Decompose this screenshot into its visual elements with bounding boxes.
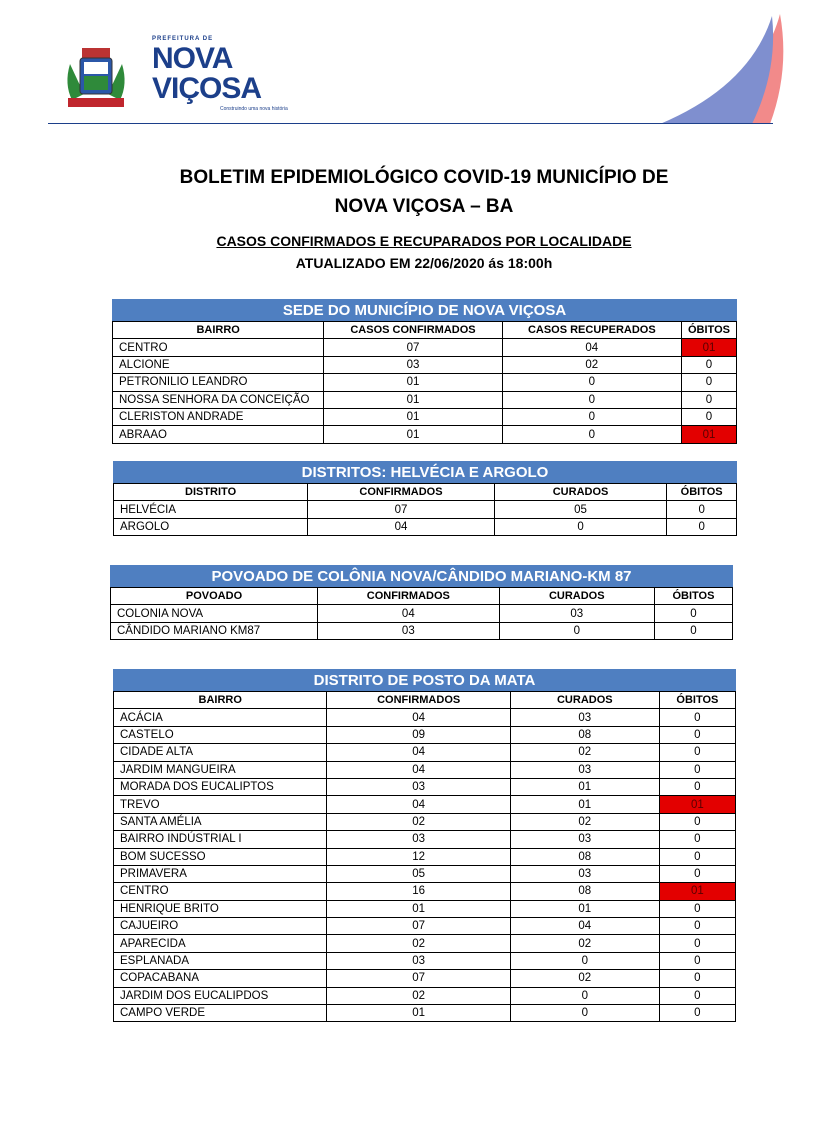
deaths-cell: 0 xyxy=(681,391,736,408)
table-row xyxy=(114,726,736,743)
updated-timestamp: ATUALIZADO EM 22/06/2020 ás 18:00h xyxy=(295,255,553,271)
deaths-cell: 01 xyxy=(681,426,736,443)
locality-cell: JARDIM DOS EUCALIPDOS xyxy=(114,987,327,1004)
municipal-coat-of-arms-icon xyxy=(60,44,132,110)
locality-cell: CLERISTON ANDRADE xyxy=(113,408,324,425)
count-cell: 03 xyxy=(510,761,659,778)
count-cell: 04 xyxy=(327,744,510,761)
table-caption: DISTRITOS: HELVÉCIA E ARGOLO xyxy=(114,462,737,484)
deaths-cell: 0 xyxy=(659,831,735,848)
table-caption-row xyxy=(114,462,737,484)
count-cell: 02 xyxy=(510,935,659,952)
table-row xyxy=(114,761,736,778)
table-row xyxy=(114,709,736,726)
table-row xyxy=(113,339,737,356)
count-cell: 0 xyxy=(510,987,659,1004)
column-header: ÓBITOS xyxy=(659,692,735,709)
count-cell: 02 xyxy=(502,356,681,373)
table-caption-row xyxy=(113,300,737,322)
deaths-cell: 0 xyxy=(659,970,735,987)
deaths-cell: 0 xyxy=(681,356,736,373)
table-row xyxy=(114,952,736,969)
locality-cell: MORADA DOS EUCALIPTOS xyxy=(114,778,327,795)
column-header: ÓBITOS xyxy=(654,588,732,605)
table-header-row xyxy=(114,484,737,501)
deaths-cell: 0 xyxy=(659,1005,735,1022)
column-header: CONFIRMADOS xyxy=(308,484,495,501)
deaths-cell: 0 xyxy=(667,518,737,535)
count-cell: 02 xyxy=(327,987,510,1004)
locality-cell: ESPLANADA xyxy=(114,952,327,969)
column-header: ÓBITOS xyxy=(667,484,737,501)
table-header-row xyxy=(113,322,737,339)
bulletin-title: BOLETIM EPIDEMIOLÓGICO COVID-19 MUNICÍPIO DE NOVA VIÇOSA – BA xyxy=(179,167,669,217)
count-cell: 04 xyxy=(318,605,500,622)
deaths-cell: 0 xyxy=(681,374,736,391)
table-row xyxy=(114,883,736,900)
table-sede-municipio xyxy=(112,299,737,444)
table-row xyxy=(114,518,737,535)
table-povoado-colonia-nova xyxy=(110,565,733,640)
deaths-cell: 0 xyxy=(659,761,735,778)
deaths-cell: 0 xyxy=(659,778,735,795)
count-cell: 02 xyxy=(510,970,659,987)
count-cell: 04 xyxy=(308,518,495,535)
table-row xyxy=(114,744,736,761)
column-header: CURADOS xyxy=(510,692,659,709)
deaths-cell: 0 xyxy=(659,813,735,830)
locality-cell: PRIMAVERA xyxy=(114,865,327,882)
locality-cell: BOM SUCESSO xyxy=(114,848,327,865)
deaths-cell: 0 xyxy=(654,605,732,622)
count-cell: 01 xyxy=(327,1005,510,1022)
table-row xyxy=(111,605,733,622)
count-cell: 03 xyxy=(324,356,502,373)
column-header: BAIRRO xyxy=(114,692,327,709)
locality-cell: COLONIA NOVA xyxy=(111,605,318,622)
deaths-cell: 01 xyxy=(659,796,735,813)
locality-cell: ALCIONE xyxy=(113,356,324,373)
deaths-cell: 0 xyxy=(659,918,735,935)
table-row xyxy=(114,848,736,865)
table-caption: POVOADO DE COLÔNIA NOVA/CÂNDIDO MARIANO-KM 87 xyxy=(111,566,733,588)
deaths-cell: 01 xyxy=(659,883,735,900)
count-cell: 05 xyxy=(327,865,510,882)
deaths-cell: 0 xyxy=(659,865,735,882)
count-cell: 01 xyxy=(324,391,502,408)
deaths-cell: 0 xyxy=(659,900,735,917)
column-header: CURADOS xyxy=(494,484,667,501)
count-cell: 0 xyxy=(502,408,681,425)
locality-cell: CENTRO xyxy=(113,339,324,356)
deaths-cell: 0 xyxy=(659,744,735,761)
locality-cell: TREVO xyxy=(114,796,327,813)
table-row xyxy=(114,778,736,795)
count-cell: 08 xyxy=(510,726,659,743)
table-row xyxy=(114,987,736,1004)
table-row xyxy=(113,356,737,373)
table-caption-row xyxy=(111,566,733,588)
count-cell: 03 xyxy=(327,831,510,848)
locality-cell: HELVÉCIA xyxy=(114,501,308,518)
count-cell: 04 xyxy=(510,918,659,935)
table-posto-da-mata xyxy=(113,669,736,1022)
locality-cell: APARECIDA xyxy=(114,935,327,952)
table-row xyxy=(114,918,736,935)
count-cell: 09 xyxy=(327,726,510,743)
count-cell: 04 xyxy=(327,761,510,778)
count-cell: 04 xyxy=(327,709,510,726)
count-cell: 0 xyxy=(510,1005,659,1022)
table-caption: SEDE DO MUNICÍPIO DE NOVA VIÇOSA xyxy=(113,300,737,322)
locality-cell: HENRIQUE BRITO xyxy=(114,900,327,917)
count-cell: 03 xyxy=(318,622,500,639)
table-row xyxy=(114,865,736,882)
column-header: BAIRRO xyxy=(113,322,324,339)
count-cell: 03 xyxy=(327,778,510,795)
locality-cell: PETRONILIO LEANDRO xyxy=(113,374,324,391)
count-cell: 0 xyxy=(502,374,681,391)
count-cell: 07 xyxy=(327,918,510,935)
table-distritos-helvecia-argolo xyxy=(113,461,737,536)
count-cell: 0 xyxy=(499,622,654,639)
count-cell: 04 xyxy=(502,339,681,356)
locality-cell: BAIRRO INDÚSTRIAL I xyxy=(114,831,327,848)
count-cell: 01 xyxy=(327,900,510,917)
count-cell: 03 xyxy=(510,709,659,726)
locality-cell: ACÁCIA xyxy=(114,709,327,726)
count-cell: 01 xyxy=(324,374,502,391)
count-cell: 0 xyxy=(502,426,681,443)
deaths-cell: 0 xyxy=(659,952,735,969)
column-header: CONFIRMADOS xyxy=(318,588,500,605)
nova-vicosa-logo: PREFEITURA DE NOVA VIÇOSA Construindo uma nova história xyxy=(152,36,288,112)
column-header: ÓBITOS xyxy=(681,322,736,339)
count-cell: 08 xyxy=(510,848,659,865)
count-cell: 01 xyxy=(510,900,659,917)
deaths-cell: 0 xyxy=(659,848,735,865)
count-cell: 0 xyxy=(502,391,681,408)
table-row xyxy=(114,813,736,830)
locality-cell: CAMPO VERDE xyxy=(114,1005,327,1022)
count-cell: 02 xyxy=(510,744,659,761)
table-row xyxy=(114,935,736,952)
table-row xyxy=(114,831,736,848)
locality-cell: ABRAAO xyxy=(113,426,324,443)
column-header: CASOS RECUPERADOS xyxy=(502,322,681,339)
deaths-cell: 01 xyxy=(681,339,736,356)
column-header: CONFIRMADOS xyxy=(327,692,510,709)
count-cell: 01 xyxy=(510,778,659,795)
deaths-cell: 0 xyxy=(659,987,735,1004)
locality-cell: ARGOLO xyxy=(114,518,308,535)
header-divider xyxy=(48,123,773,124)
count-cell: 04 xyxy=(327,796,510,813)
deaths-cell: 0 xyxy=(681,408,736,425)
locality-cell: CASTELO xyxy=(114,726,327,743)
count-cell: 03 xyxy=(499,605,654,622)
count-cell: 03 xyxy=(510,831,659,848)
locality-cell: COPACABANA xyxy=(114,970,327,987)
table-row xyxy=(113,391,737,408)
table-row xyxy=(113,426,737,443)
locality-cell: CAJUEIRO xyxy=(114,918,327,935)
count-cell: 16 xyxy=(327,883,510,900)
table-header-row xyxy=(114,692,736,709)
column-header: CASOS CONFIRMADOS xyxy=(324,322,502,339)
count-cell: 08 xyxy=(510,883,659,900)
bulletin-subtitle: CASOS CONFIRMADOS E RECUPARADOS POR LOCALIDADE xyxy=(216,233,632,249)
table-caption-row xyxy=(114,670,736,692)
table-row xyxy=(114,900,736,917)
count-cell: 0 xyxy=(510,952,659,969)
count-cell: 03 xyxy=(510,865,659,882)
column-header: DISTRITO xyxy=(114,484,308,501)
count-cell: 07 xyxy=(324,339,502,356)
count-cell: 02 xyxy=(327,813,510,830)
count-cell: 07 xyxy=(327,970,510,987)
table-header-row xyxy=(111,588,733,605)
deaths-cell: 0 xyxy=(667,501,737,518)
count-cell: 01 xyxy=(324,426,502,443)
deaths-cell: 0 xyxy=(659,935,735,952)
deaths-cell: 0 xyxy=(659,726,735,743)
table-row xyxy=(111,622,733,639)
deaths-cell: 0 xyxy=(654,622,732,639)
deaths-cell: 0 xyxy=(659,709,735,726)
column-header: POVOADO xyxy=(111,588,318,605)
count-cell: 12 xyxy=(327,848,510,865)
count-cell: 03 xyxy=(327,952,510,969)
locality-cell: CIDADE ALTA xyxy=(114,744,327,761)
letterhead xyxy=(0,0,828,130)
table-row xyxy=(114,501,737,518)
locality-cell: CENTRO xyxy=(114,883,327,900)
count-cell: 01 xyxy=(324,408,502,425)
locality-cell: CÂNDIDO MARIANO KM87 xyxy=(111,622,318,639)
table-row xyxy=(113,408,737,425)
count-cell: 01 xyxy=(510,796,659,813)
count-cell: 0 xyxy=(494,518,667,535)
count-cell: 07 xyxy=(308,501,495,518)
locality-cell: SANTA AMÉLIA xyxy=(114,813,327,830)
count-cell: 02 xyxy=(327,935,510,952)
table-row xyxy=(113,374,737,391)
column-header: CURADOS xyxy=(499,588,654,605)
count-cell: 02 xyxy=(510,813,659,830)
count-cell: 05 xyxy=(494,501,667,518)
table-row xyxy=(114,1005,736,1022)
decorative-swoosh-icon xyxy=(640,10,790,126)
table-row xyxy=(114,796,736,813)
table-caption: DISTRITO DE POSTO DA MATA xyxy=(114,670,736,692)
locality-cell: JARDIM MANGUEIRA xyxy=(114,761,327,778)
table-row xyxy=(114,970,736,987)
locality-cell: NOSSA SENHORA DA CONCEIÇÃO xyxy=(113,391,324,408)
